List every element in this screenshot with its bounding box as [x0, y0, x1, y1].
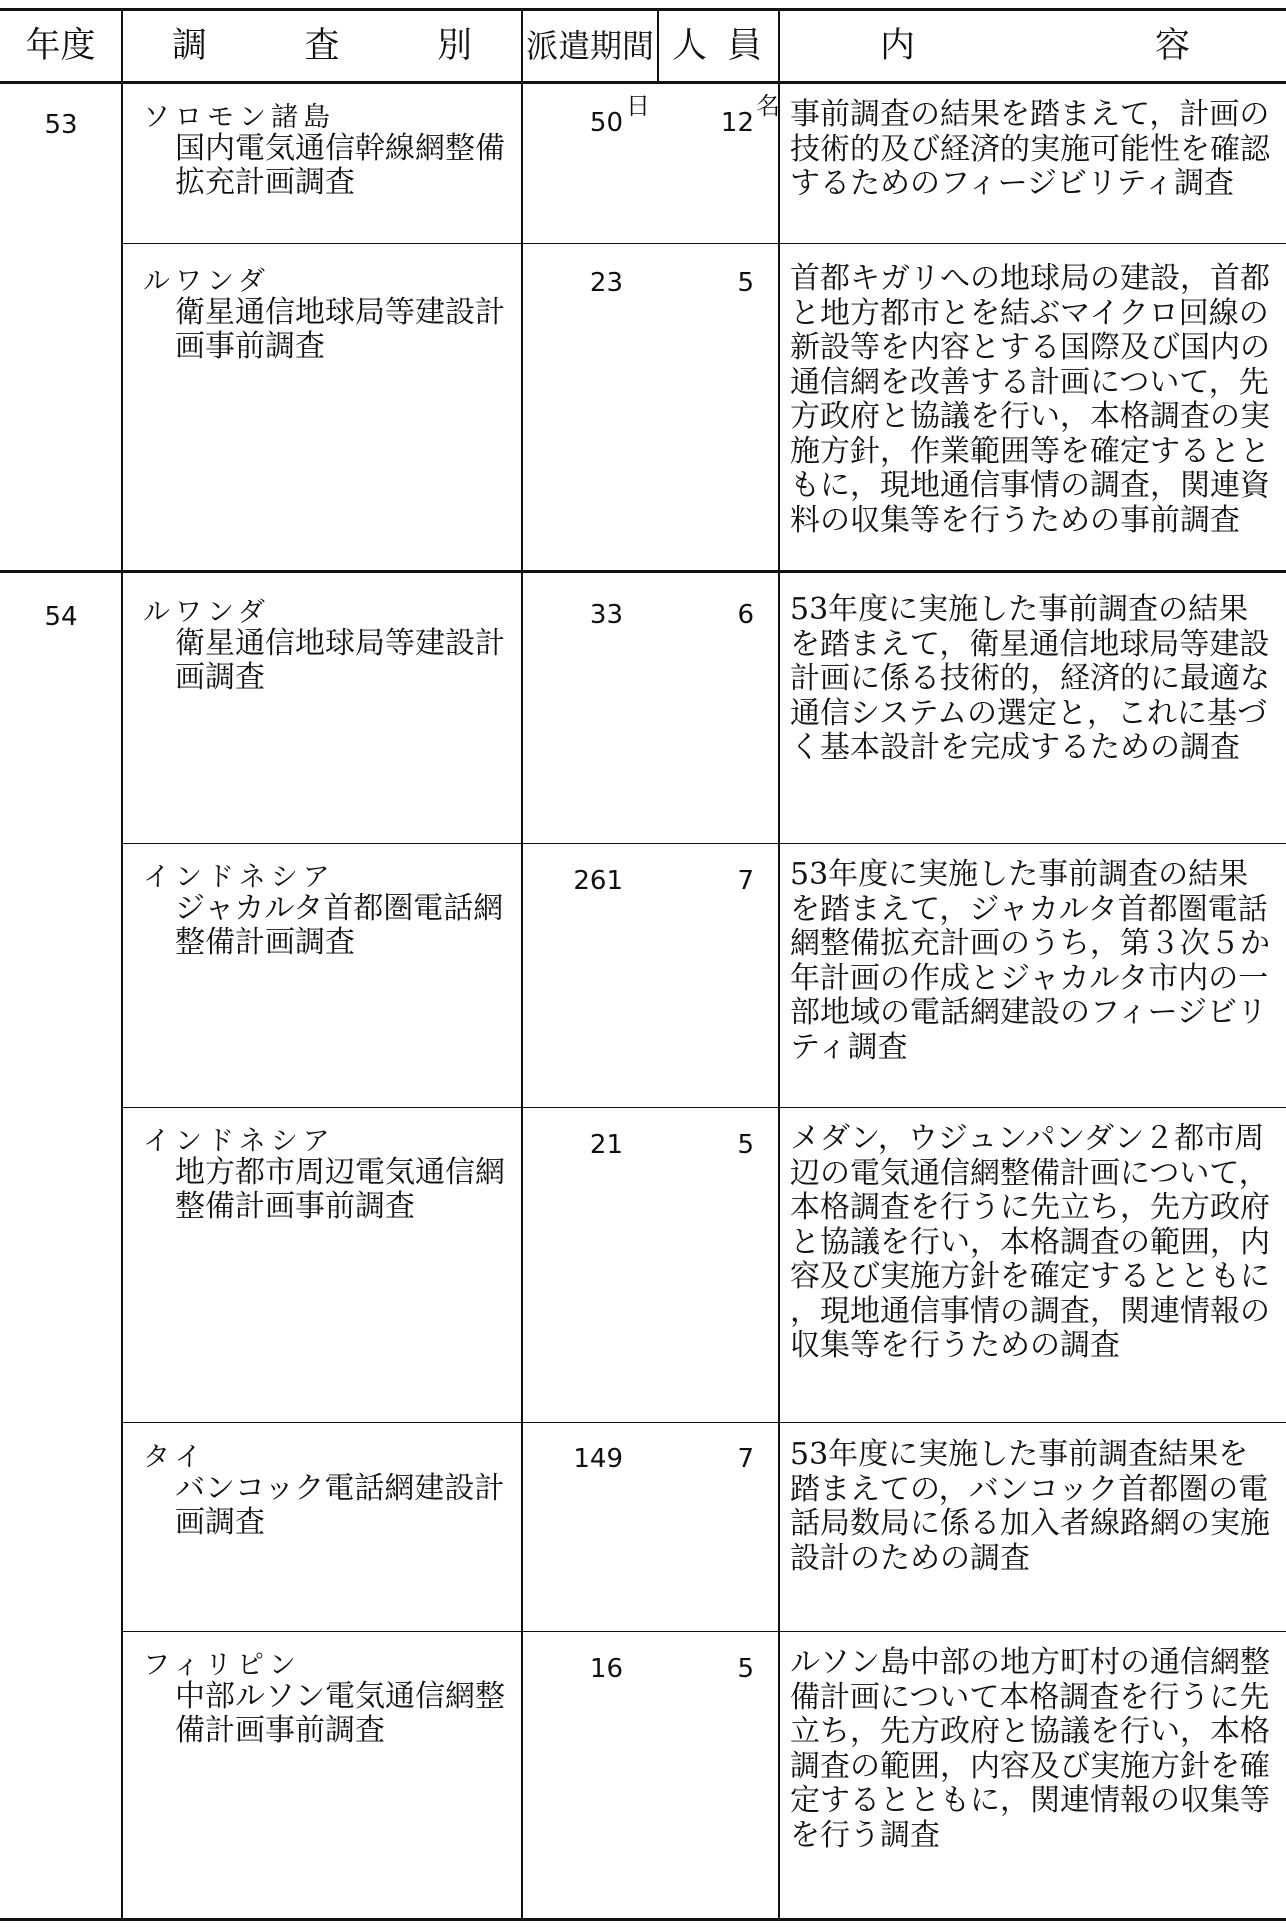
row-period: 23	[589, 268, 623, 298]
row-content: 53年度に実施した事前調査の結果を踏まえて，衛星通信地球局等建設計画に係る技術的，経済的に最適な通信システムの選定と，これに基づく基本設計を完成するための調査	[790, 592, 1270, 765]
row-staff: 5	[737, 1130, 754, 1160]
row-divider	[122, 243, 1286, 244]
row-country: インドネシア	[143, 862, 335, 893]
row-country: インドネシア	[143, 1126, 335, 1157]
row-period: 33	[589, 600, 623, 630]
header-bottom-rule	[0, 81, 1286, 84]
row-title: 衛星通信地球局等建設計画事前調査	[175, 295, 505, 364]
row-staff: 6	[737, 600, 754, 630]
fiscal-year-54: 54	[44, 602, 78, 632]
row-country: ソロモン諸島	[143, 102, 335, 133]
row-staff: 5	[737, 268, 754, 298]
row-title: ジャカルタ首都圏電話網整備計画調査	[175, 891, 504, 960]
row-divider	[122, 1631, 1286, 1632]
row-content: 53年度に実施した事前調査の結果を踏まえて，ジャカルタ首都圏電話網整備拡充計画のうち，第３次５か年計画の作成とジャカルタ市内の一部地域の電話網建設のフィージビリティ調査	[790, 857, 1270, 1065]
row-staff: 5	[737, 1654, 754, 1684]
row-content: 事前調査の結果を踏まえて，計画の技術的及び経済的実施可能性を確認するためのフィージビリティ調査	[790, 97, 1270, 201]
row-title: 地方都市周辺電気通信網整備計画事前調査	[175, 1155, 505, 1224]
table-bottom-rule	[0, 1918, 1286, 1921]
row-country: ルワンダ	[143, 266, 270, 297]
header-period: 派遣期間	[525, 27, 654, 65]
row-divider	[122, 843, 1286, 844]
row-period: 149	[573, 1444, 623, 1474]
col-rule-year	[121, 9, 123, 1920]
col-rule-survey	[521, 9, 523, 1920]
fiscal-year-53: 53	[44, 110, 78, 140]
row-staff: 7	[737, 1444, 754, 1474]
header-year: 年度	[25, 25, 96, 66]
row-title: 国内電気通信幹線網整備拡充計画調査	[175, 131, 505, 200]
header-staff: 人 員	[672, 25, 762, 66]
row-title: 衛星通信地球局等建設計画調査	[175, 626, 505, 695]
row-title: 中部ルソン電気通信網整備計画事前調査	[175, 1679, 505, 1748]
period-unit: 日	[626, 92, 650, 120]
header-survey: 調 査 別	[172, 25, 472, 66]
row-content: 首都キガリへの地球局の建設，首都と地方都市とを結ぶマイクロ回線の新設等を内容とする国際及び国内の通信網を改善する計画について，先方政府と協議を行い，本格調査の実施方針，作業範囲等を確定するとともに，現地通信事情の調査，関連資料の収集等を行うための事前調査	[790, 261, 1270, 538]
row-content: ルソン島中部の地方町村の通信網整備計画について本格調査を行うに先立ち，先方政府と協議を行い，本格調査の範囲，内容及び実施方針を確定するとともに，関連情報の収集等を行う調査	[790, 1645, 1270, 1853]
row-period: 16	[589, 1654, 623, 1684]
row-content: 53年度に実施した事前調査結果を踏まえての，バンコック首都圏の電話局数局に係る加入者線路網の実施設計のための調査	[790, 1437, 1270, 1576]
row-title: バンコック電話網建設計画調査	[175, 1471, 505, 1540]
col-rule-staff	[778, 9, 780, 1920]
row-divider	[122, 1422, 1286, 1423]
row-country: フィリピン	[143, 1650, 301, 1681]
staff-unit: 名	[756, 92, 780, 120]
year-divider	[0, 570, 1286, 573]
row-period: 261	[573, 866, 623, 896]
header-content: 内 容	[880, 25, 1190, 66]
row-content: メダン，ウジュンパンダン２都市周辺の電気通信網整備計画について，本格調査を行うに先立ち，先方政府と協議を行い，本格調査の範囲，内容及び実施方針を確定するとともに，現地通信事情の調査，関連情報の収集等を行うための調査	[790, 1121, 1270, 1363]
row-country: ルワンダ	[143, 597, 270, 628]
row-country: タイ	[143, 1442, 207, 1473]
row-staff: 7	[737, 866, 754, 896]
row-staff: 12	[720, 108, 754, 138]
row-divider	[122, 1107, 1286, 1108]
table-top-rule	[0, 8, 1286, 11]
row-period: 21	[589, 1130, 623, 1160]
row-period: 50	[589, 108, 623, 138]
